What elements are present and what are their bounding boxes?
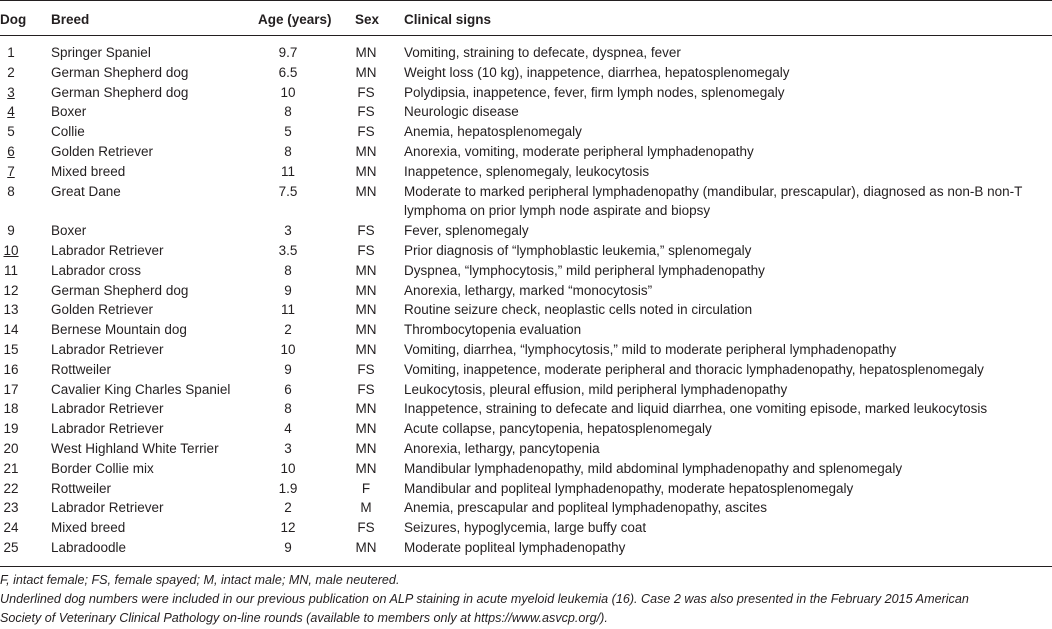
age-cell: 4 [284, 421, 292, 437]
sex-cell: MN [355, 183, 377, 199]
header-age: Age (years) [258, 12, 332, 27]
dog-number: 6 [7, 144, 15, 159]
age-cell: 8 [284, 144, 292, 159]
breed-cell: Golden Retriever [51, 302, 154, 318]
clinical-signs-cell: Weight loss (10 kg), inappetence, diarrhea, hepatosplenomegaly [404, 64, 790, 80]
sex-cell: MN [355, 282, 377, 298]
breed-cell: Labrador Retriever [51, 243, 164, 258]
sex-cell: M [360, 500, 372, 516]
clinical-signs-cell: Thrombocytopenia evaluation [404, 322, 582, 338]
breed-cell: Mixed breed [51, 163, 126, 179]
age-cell: 2 [284, 322, 292, 338]
sex-cell: MN [355, 322, 377, 338]
clinical-signs-cell: Mandibular lymphadenopathy, mild abdominal lymphadenopathy and splenomegaly [404, 460, 903, 476]
dog-number: 23 [3, 500, 19, 516]
clinical-signs-cell: Seizures, hypoglycemia, large buffy coat [404, 520, 647, 536]
dog-number: 16 [3, 361, 19, 377]
clinical-signs-cell: Neurologic disease [404, 104, 519, 120]
clinical-signs-cell: Prior diagnosis of “lymphoblastic leukemia,” splenomegaly [404, 243, 752, 258]
clinical-signs-cell: Moderate to marked peripheral lymphadenopathy (mandibular, prescapular), diagnosed as non-B non-T lymphoma on prior lymph node aspirate and biopsy [404, 183, 1023, 219]
sex-cell: MN [355, 262, 377, 278]
footnote-abbreviations: F, intact female; FS, female spayed; M, intact male; MN, male neutered. [0, 573, 400, 587]
clinical-signs-cell: Dyspnea, “lymphocytosis,” mild peripheral lymphadenopathy [404, 262, 765, 278]
table-bottom-rule [0, 566, 1052, 567]
age-cell: 1.9 [278, 480, 298, 496]
clinical-signs-cell: Leukocytosis, pleural effusion, mild peripheral lymphadenopathy [404, 381, 788, 397]
age-cell: 12 [280, 520, 296, 536]
clinical-signs-cell: Anemia, hepatosplenomegaly [404, 124, 582, 140]
dog-number: 13 [3, 302, 19, 318]
clinical-signs-cell: Anemia, prescapular and popliteal lymphadenopathy, ascites [404, 500, 767, 516]
sex-cell: FS [357, 223, 375, 239]
breed-cell: Golden Retriever [51, 144, 154, 159]
sex-cell: FS [357, 520, 375, 536]
sex-cell: MN [355, 45, 377, 60]
breed-cell: Labrador Retriever [51, 421, 164, 437]
age-cell: 3.5 [278, 243, 298, 258]
sex-cell: FS [357, 124, 375, 140]
breed-cell: West Highland White Terrier [51, 441, 219, 456]
table-top-rule [0, 0, 1052, 1]
sex-cell: MN [355, 460, 377, 476]
clinical-signs-cell: Vomiting, diarrhea, “lymphocytosis,” mild to moderate peripheral lymphadenopathy [404, 342, 897, 357]
breed-cell: Collie [51, 124, 85, 140]
age-cell: 10 [280, 84, 296, 100]
sex-cell: F [361, 480, 371, 496]
breed-cell: Rottweiler [51, 361, 112, 377]
dog-number: 18 [3, 401, 19, 417]
breed-cell: Labrador cross [51, 262, 142, 278]
age-cell: 11 [280, 163, 295, 179]
clinical-signs-cell: Vomiting, straining to defecate, dyspnea, fever [404, 45, 681, 60]
header-sex: Sex [355, 12, 380, 27]
breed-cell: German Shepherd dog [51, 84, 189, 100]
sex-cell: MN [355, 540, 377, 555]
clinical-signs-cell: Mandibular and popliteal lymphadenopathy, moderate hepatosplenomegaly [404, 480, 854, 496]
age-cell: 9 [284, 282, 292, 298]
dog-number: 25 [3, 540, 19, 555]
clinical-signs-cell: Anorexia, lethargy, pancytopenia [404, 441, 600, 456]
age-cell: 10 [280, 342, 296, 357]
dog-number: 17 [3, 381, 19, 397]
dog-number: 2 [7, 64, 15, 80]
dog-number: 11 [3, 262, 18, 278]
header-clinical-signs: Clinical signs [404, 12, 492, 27]
dog-number: 9 [7, 223, 15, 239]
dog-number: 21 [3, 460, 19, 476]
clinical-signs-cell: Moderate popliteal lymphadenopathy [404, 540, 626, 555]
breed-cell: Labradoodle [51, 540, 127, 555]
breed-cell: German Shepherd dog [51, 64, 189, 80]
sex-cell: MN [355, 401, 377, 417]
clinical-signs-cell: Anorexia, vomiting, moderate peripheral lymphadenopathy [404, 144, 754, 159]
clinical-signs-cell: Inappetence, straining to defecate and liquid diarrhea, one vomiting episode, marked leukocytosis [404, 401, 988, 417]
table-header-rule [0, 35, 1052, 36]
clinical-signs-cell: Acute collapse, pancytopenia, hepatosplenomegaly [404, 421, 712, 437]
sex-cell: FS [357, 243, 375, 258]
dog-number: 19 [3, 421, 19, 437]
dog-number: 1 [7, 45, 15, 60]
dog-number: 20 [3, 441, 19, 456]
breed-cell: Labrador Retriever [51, 500, 164, 516]
dog-number: 14 [3, 322, 19, 338]
clinical-signs-cell: Routine seizure check, neoplastic cells noted in circulation [404, 302, 753, 318]
age-cell: 9 [284, 540, 292, 555]
dog-number: 3 [7, 84, 15, 100]
breed-cell: Labrador Retriever [51, 401, 164, 417]
sex-cell: MN [355, 441, 377, 456]
clinical-signs-cell: Inappetence, splenomegaly, leukocytosis [404, 163, 650, 179]
sex-cell: MN [355, 64, 377, 80]
breed-cell: Boxer [51, 104, 87, 120]
breed-cell: Cavalier King Charles Spaniel [51, 381, 231, 397]
age-cell: 8 [284, 401, 292, 417]
age-cell: 9.7 [278, 45, 298, 60]
sex-cell: FS [357, 104, 375, 120]
sex-cell: FS [357, 381, 375, 397]
dog-number: 15 [3, 342, 19, 357]
age-cell: 11 [280, 302, 295, 318]
breed-cell: Springer Spaniel [51, 45, 151, 60]
footnote-rounds: Society of Veterinary Clinical Pathology on-line rounds (available to members only at https://www.asvcp.org/). [0, 611, 608, 625]
sex-cell: MN [355, 302, 377, 318]
dog-number: 5 [7, 124, 15, 140]
age-cell: 3 [284, 441, 292, 456]
breed-cell: Labrador Retriever [51, 342, 164, 357]
age-cell: 6 [284, 381, 292, 397]
clinical-signs-cell: Anorexia, lethargy, marked “monocytosis” [404, 282, 653, 298]
sex-cell: MN [355, 342, 377, 357]
header-dog: Dog [0, 12, 27, 27]
age-cell: 8 [284, 262, 292, 278]
dog-number: 8 [7, 183, 15, 199]
clinical-signs-cell: Polydipsia, inappetence, fever, firm lymph nodes, splenomegaly [404, 84, 785, 100]
header-breed: Breed [51, 12, 90, 27]
breed-cell: German Shepherd dog [51, 282, 189, 298]
dog-number: 10 [3, 243, 19, 258]
dog-number: 24 [3, 520, 19, 536]
sex-cell: MN [355, 144, 377, 159]
age-cell: 8 [284, 104, 292, 120]
dog-number: 22 [3, 480, 19, 496]
dog-number: 12 [3, 282, 19, 298]
dog-number: 7 [7, 163, 15, 179]
breed-cell: Great Dane [51, 183, 121, 199]
age-cell: 6.5 [278, 64, 298, 80]
clinical-signs-cell: Fever, splenomegaly [404, 223, 529, 239]
breed-cell: Mixed breed [51, 520, 126, 536]
age-cell: 3 [284, 223, 292, 239]
age-cell: 7.5 [278, 183, 298, 199]
breed-cell: Rottweiler [51, 480, 112, 496]
breed-cell: Bernese Mountain dog [51, 322, 187, 338]
footnote-underlined-cases: Underlined dog numbers were included in our previous publication on ALP staining in acute myeloid leukemia (16). Case 2 was also presented in the February 2015 American [0, 592, 969, 606]
dog-number: 4 [7, 104, 15, 120]
clinical-signs-cell: Vomiting, inappetence, moderate peripheral and thoracic lymphadenopathy, hepatosplenomegaly [404, 361, 984, 377]
breed-cell: Border Collie mix [51, 460, 154, 476]
age-cell: 2 [284, 500, 292, 516]
age-cell: 9 [284, 361, 292, 377]
sex-cell: FS [357, 84, 375, 100]
age-cell: 10 [280, 460, 296, 476]
age-cell: 5 [284, 124, 292, 140]
sex-cell: MN [355, 421, 377, 437]
sex-cell: MN [355, 163, 377, 179]
breed-cell: Boxer [51, 223, 87, 239]
sex-cell: FS [357, 361, 375, 377]
